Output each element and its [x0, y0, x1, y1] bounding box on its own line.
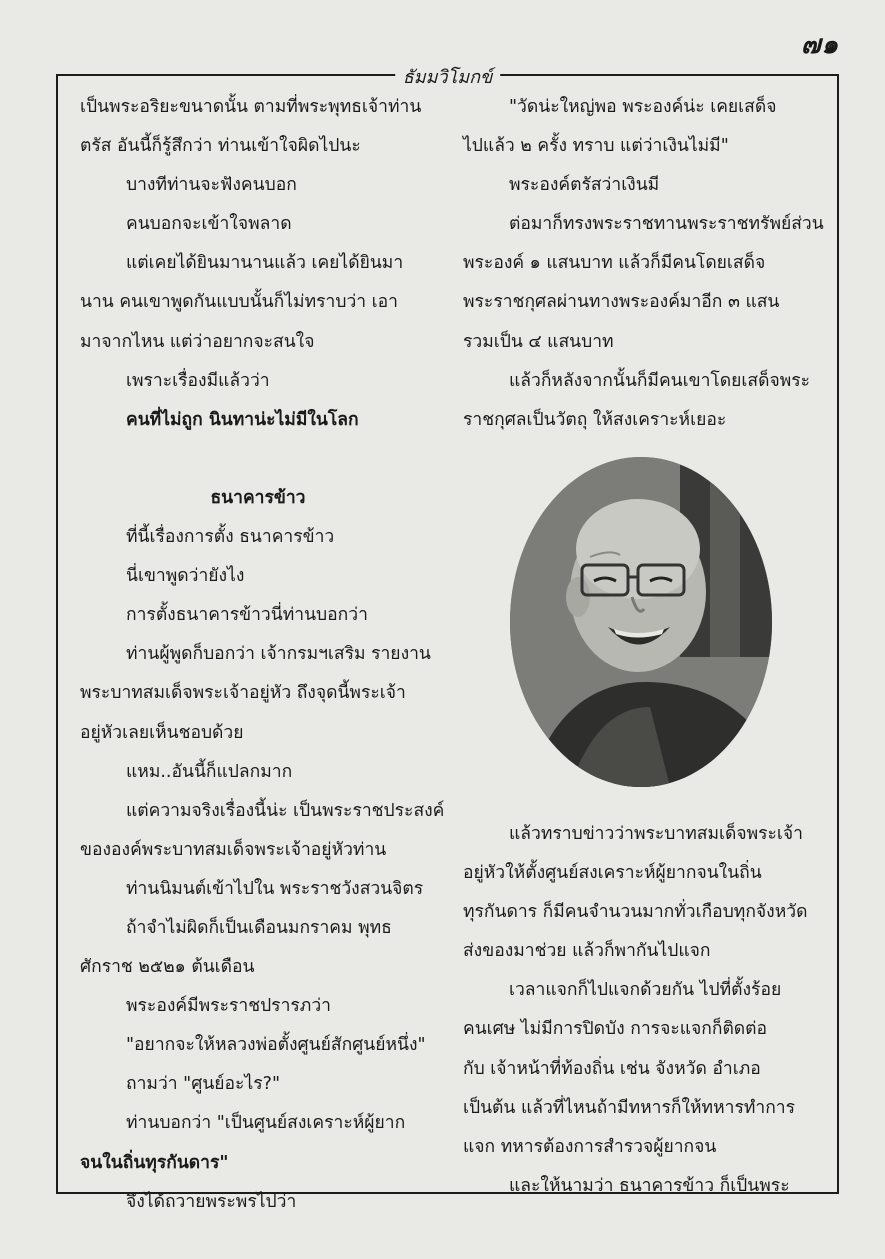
blank-line — [80, 440, 436, 479]
right-column-bottom — [463, 815, 823, 1206]
paragraph-line: พระองค์ตรัสว่าเงินมี — [509, 175, 660, 196]
paragraph-line: อยู่หัวเลยเห็นชอบด้วย — [80, 722, 244, 743]
paragraph-line: และให้นามว่า ธนาคารข้าว ก็เป็นพระ — [509, 1175, 790, 1196]
paragraph-line: ทุรกันดาร ก็มีคนจำนวนมากทั่วเกือบทุกจังหวัด — [463, 902, 808, 923]
section-heading: ธนาคารข้าว — [210, 487, 306, 508]
left-column — [80, 88, 445, 1222]
paragraph-line: ราชกุศลเป็นวัตถุ ให้สงเคราะห์เยอะ — [463, 409, 727, 430]
portrait-illustration — [510, 457, 772, 787]
right-column-top — [463, 88, 823, 440]
page-number: ๗๑ — [800, 30, 839, 60]
paragraph-line: กับ เจ้าหน้าที่ท้องถิ่น เช่น จังหวัด อำเภอ — [463, 1058, 761, 1079]
paragraph-line: นาน คนเขาพูดกันแบบนั้นก็ไม่ทราบว่า เอา — [80, 292, 398, 313]
paragraph-line: ท่านนิมนต์เข้าไปใน พระราชวังสวนจิตร — [126, 878, 424, 899]
paragraph-line: พระองค์มีพระราชปรารภว่า — [126, 996, 331, 1017]
paragraph-line: บางทีท่านจะฟังคนบอก — [126, 175, 297, 196]
paragraph-line: เป็นต้น แล้วที่ไหนถ้ามีทหารก็ให้ทหารทำการ — [463, 1097, 796, 1118]
quote-line: "อยากจะให้หลวงพ่อตั้งศูนย์สักศูนย์หนึ่ง" — [126, 1035, 426, 1056]
running-head: ธัมมวิโมกข์ — [395, 62, 501, 91]
paragraph-line: แล้วก็หลังจากนั้นก็มีคนเขาโดยเสด็จพระ — [509, 370, 811, 391]
quote-line: ท่านบอกว่า "เป็นศูนย์สงเคราะห์ผู้ยาก — [126, 1113, 406, 1134]
paragraph-line: แหม..อันนี้ก็แปลกมาก — [126, 761, 293, 782]
quote-line: ถามว่า "ศูนย์อะไร?" — [126, 1074, 280, 1095]
paragraph-line: นี่เขาพูดว่ายังไง — [126, 566, 245, 587]
paragraph-line: ตรัส อันนี้ก็รู้สึกว่า ท่านเข้าใจผิดไปนะ — [80, 136, 361, 157]
paragraph-line: แจก ทหารต้องการสำรวจผู้ยากจน — [463, 1136, 717, 1157]
paragraph-line: พระองค์ ๑ แสนบาท แล้วก็มีคนโดยเสด็จ — [463, 253, 766, 274]
paragraph-line: คนเศษ ไม่มีการปิดบัง การจะแจกก็ติดต่อ — [463, 1019, 768, 1040]
paragraph-line: เวลาแจกก็ไปแจกด้วยกัน ไปที่ตั้งร้อย — [509, 980, 782, 1001]
paragraph-line: มาจากไหน แต่ว่าอยากจะสนใจ — [80, 331, 315, 352]
paragraph-line: รวมเป็น ๔ แสนบาท — [463, 331, 614, 352]
paragraph-line: แต่ความจริงเรื่องนี้น่ะ เป็นพระราชประสงค์ — [126, 800, 445, 821]
paragraph-line: ศักราช ๒๕๒๑ ต้นเดือน — [80, 957, 255, 978]
paragraph-line: จึงได้ถวายพระพรไปว่า — [126, 1191, 297, 1212]
paragraph-line: แล้วทราบข่าวว่าพระบาทสมเด็จพระเจ้า — [509, 824, 803, 844]
paragraph-line: ขององค์พระบาทสมเด็จพระเจ้าอยู่หัวท่าน — [80, 839, 387, 860]
paragraph-line: ส่งของมาช่วย แล้วก็พากันไปแจก — [463, 941, 711, 962]
quote-line: "วัดน่ะใหญ่พอ พระองค์น่ะ เคยเสด็จ — [509, 97, 777, 117]
paragraph-line: ที่นี้เรื่องการตั้ง ธนาคารข้าว — [126, 527, 335, 548]
paragraph-line: ต่อมาก็ทรงพระราชทานพระราชทรัพย์ส่วน — [509, 214, 824, 235]
paragraph-line: เพราะเรื่องมีแล้วว่า — [126, 370, 270, 391]
paragraph-line: พระบาทสมเด็จพระเจ้าอยู่หัว ถึงจุดนี้พระเจ้า — [80, 683, 406, 704]
paragraph-line: การตั้งธนาคารข้าวนี่ท่านบอกว่า — [126, 605, 368, 626]
paragraph-line: ถ้าจำไม่ผิดก็เป็นเดือนมกราคม พุทธ — [126, 917, 392, 938]
emphasis-line: คนที่ไม่ถูก นินทาน่ะไม่มีในโลก — [126, 409, 359, 430]
paragraph-line: พระราชกุศลผ่านทางพระองค์มาอีก ๓ แสน — [463, 292, 780, 313]
emphasis-line: จนในถิ่นทุรกันดาร" — [80, 1152, 229, 1173]
paragraph-line: แต่เคยได้ยินมานานแล้ว เคยได้ยินมา — [126, 253, 404, 274]
paragraph-line: คนบอกจะเข้าใจพลาด — [126, 214, 292, 235]
paragraph-line: ท่านผู้พูดก็บอกว่า เจ้ากรมฯเสริม รายงาน — [126, 644, 431, 665]
quote-line: ไปแล้ว ๒ ครั้ง ทราบ แต่ว่าเงินไม่มี" — [463, 136, 729, 157]
monk-portrait-photo — [510, 457, 772, 787]
paragraph-line: เป็นพระอริยะขนาดนั้น ตามที่พระพุทธเจ้าท่าน — [80, 97, 422, 117]
paragraph-line: อยู่หัวให้ตั้งศูนย์สงเคราะห์ผู้ยากจนในถิ่น — [463, 863, 762, 884]
